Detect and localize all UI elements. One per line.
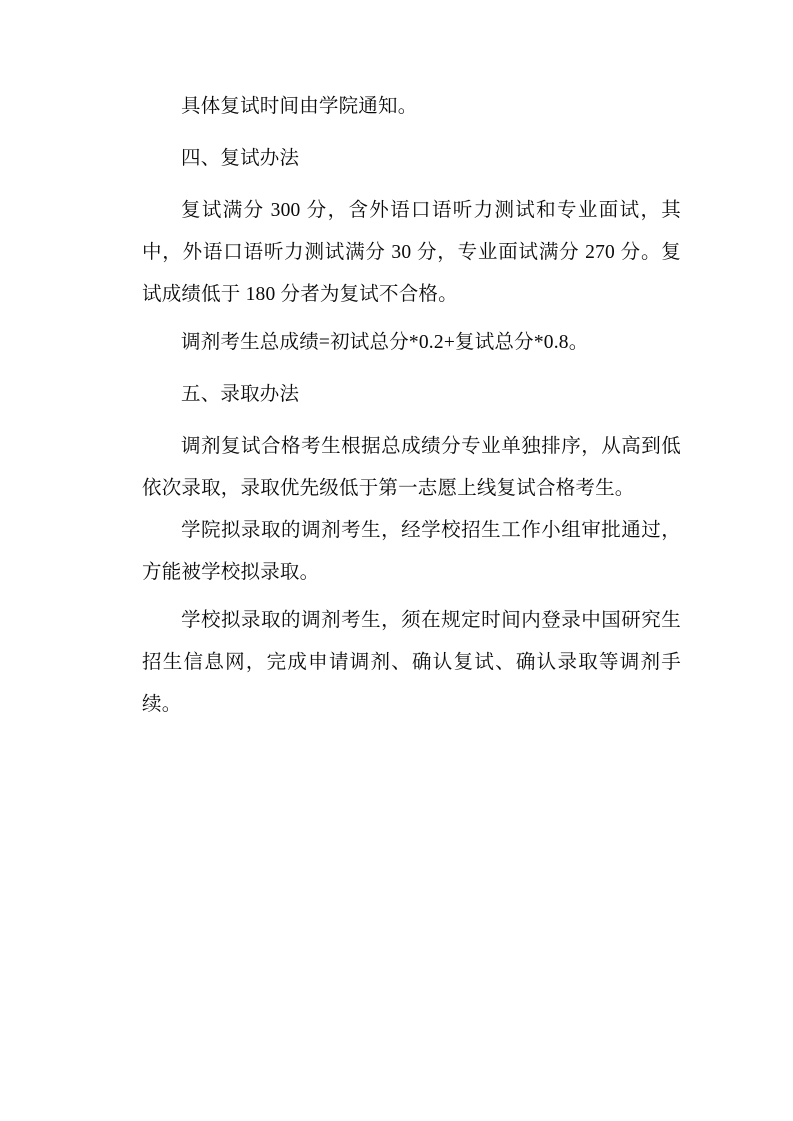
paragraph-college-approval: 学院拟录取的调剂考生，经学校招生工作小组审批通过，方能被学校拟录取。 — [142, 520, 681, 583]
paragraph-score-rules: 复试满分 300 分，含外语口语听力测试和专业面试，其中，外语口语听力测试满分 30 分，专业面试满分 270 分。复试成绩低于 180 分者为复试不合格。 — [142, 200, 681, 305]
paragraph-admission-ranking: 调剂复试合格考生根据总成绩分专业单独排序，从高到低依次录取，录取优先级低于第一志愿上线复试合格考生。 — [142, 436, 681, 499]
heading-section-four: 四、复试办法 — [181, 148, 300, 169]
heading-section-five: 五、录取办法 — [181, 384, 300, 405]
paragraph-total-score-formula: 调剂考生总成绩=初试总分*0.2+复试总分*0.8。 — [181, 332, 589, 353]
paragraph-interview-time: 具体复试时间由学院通知。 — [181, 96, 418, 117]
document-body — [142, 86, 681, 726]
spacer — [142, 416, 681, 426]
spacer — [142, 180, 681, 190]
paragraph-online-procedure: 学校拟录取的调剂考生，须在规定时间内登录中国研究生招生信息网，完成申请调剂、确认复试、确认录取等调剂手续。 — [142, 610, 681, 715]
spacer — [142, 364, 681, 374]
spacer — [142, 128, 681, 138]
